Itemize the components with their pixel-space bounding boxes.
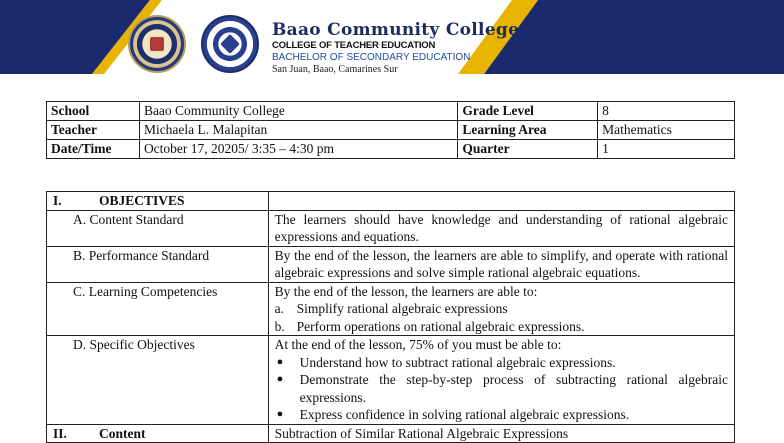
learning-competencies-cell xyxy=(268,282,734,336)
bullet-icon: ● xyxy=(276,408,284,420)
learning-competencies-intro: By the end of the lesson, the learners are able to: xyxy=(274,283,538,299)
info-label: Date/Time xyxy=(47,140,140,159)
header-banner xyxy=(0,0,784,82)
performance-standard-text: By the end of the lesson, the learners are able to simplify, and operate with rational algebraic expressions and solve simple rational algebraic equations. xyxy=(268,246,734,282)
list-item xyxy=(275,371,728,406)
table-row xyxy=(47,121,735,140)
program-name: BACHELOR OF SECONDARY EDUCATION xyxy=(272,52,471,63)
list-marker: a. xyxy=(274,301,284,316)
objectives-table xyxy=(46,191,735,443)
info-label: Teacher xyxy=(47,121,140,140)
section-title: Content xyxy=(99,425,146,441)
bullet-icon: ● xyxy=(276,373,284,385)
learning-competencies-label: C. Learning Competencies xyxy=(47,282,269,336)
list-item-text: Perform operations on rational algebraic expressions. xyxy=(296,318,585,334)
content-topic: Subtraction of Similar Rational Algebraic Expressions xyxy=(268,424,734,443)
table-row xyxy=(47,246,735,282)
table-row xyxy=(47,140,735,159)
table-row xyxy=(47,424,735,443)
list-item-text: Express confidence in solving rational algebraic expressions. xyxy=(299,407,630,422)
list-marker: b. xyxy=(274,318,285,334)
list-item xyxy=(275,300,728,318)
header-text-block xyxy=(272,20,519,76)
info-value: Baao Community College xyxy=(139,102,457,121)
department-seal-logo xyxy=(201,15,259,73)
performance-standard-label: B. Performance Standard xyxy=(47,246,269,282)
section-number: II. xyxy=(53,425,67,441)
specific-objectives-label: D. Specific Objectives xyxy=(47,336,269,425)
college-seal-logo xyxy=(128,15,186,73)
list-item-text: Understand how to subtract rational algebraic expressions. xyxy=(299,354,616,370)
table-row xyxy=(47,102,735,121)
college-name: Baao Community College xyxy=(272,20,520,40)
college-address: San Juan, Baao, Camarines Sur xyxy=(272,64,398,75)
table-row xyxy=(47,192,735,211)
list-item-text: Demonstrate the step-by-step process of subtracting rational algebraic expressions. xyxy=(299,372,728,405)
bullet-icon: ● xyxy=(276,355,284,368)
info-label: Grade Level xyxy=(458,102,598,121)
content-standard-label: A. Content Standard xyxy=(47,210,269,246)
info-value: 1 xyxy=(598,140,735,159)
content-standard-text: The learners should have knowledge and understanding of rational algebraic expressions and equations. xyxy=(268,210,734,246)
section-number: I. xyxy=(53,193,62,208)
lesson-info-table xyxy=(46,101,735,159)
specific-objectives-intro: At the end of the lesson, 75% of you must be able to: xyxy=(274,337,562,352)
table-row xyxy=(47,336,735,425)
list-item xyxy=(275,406,728,424)
info-value: 8 xyxy=(598,102,735,121)
info-value: Michaela L. Malapitan xyxy=(139,121,457,140)
list-item xyxy=(275,354,728,372)
specific-objectives-cell xyxy=(268,336,734,425)
college-unit: COLLEGE OF TEACHER EDUCATION xyxy=(272,40,436,51)
info-label: Learning Area xyxy=(458,121,598,140)
info-value: Mathematics xyxy=(598,121,735,140)
info-label: School xyxy=(47,102,140,121)
table-row xyxy=(47,210,735,246)
content-heading xyxy=(47,424,269,443)
list-item-text: Simplify rational algebraic expressions xyxy=(296,301,508,316)
list-item xyxy=(275,318,728,336)
section-title: OBJECTIVES xyxy=(99,193,185,208)
info-value: October 17, 20205/ 3:35 – 4:30 pm xyxy=(139,140,457,159)
empty-cell xyxy=(268,192,734,211)
table-row xyxy=(47,282,735,336)
objectives-heading xyxy=(47,192,269,211)
info-label: Quarter xyxy=(458,140,598,159)
